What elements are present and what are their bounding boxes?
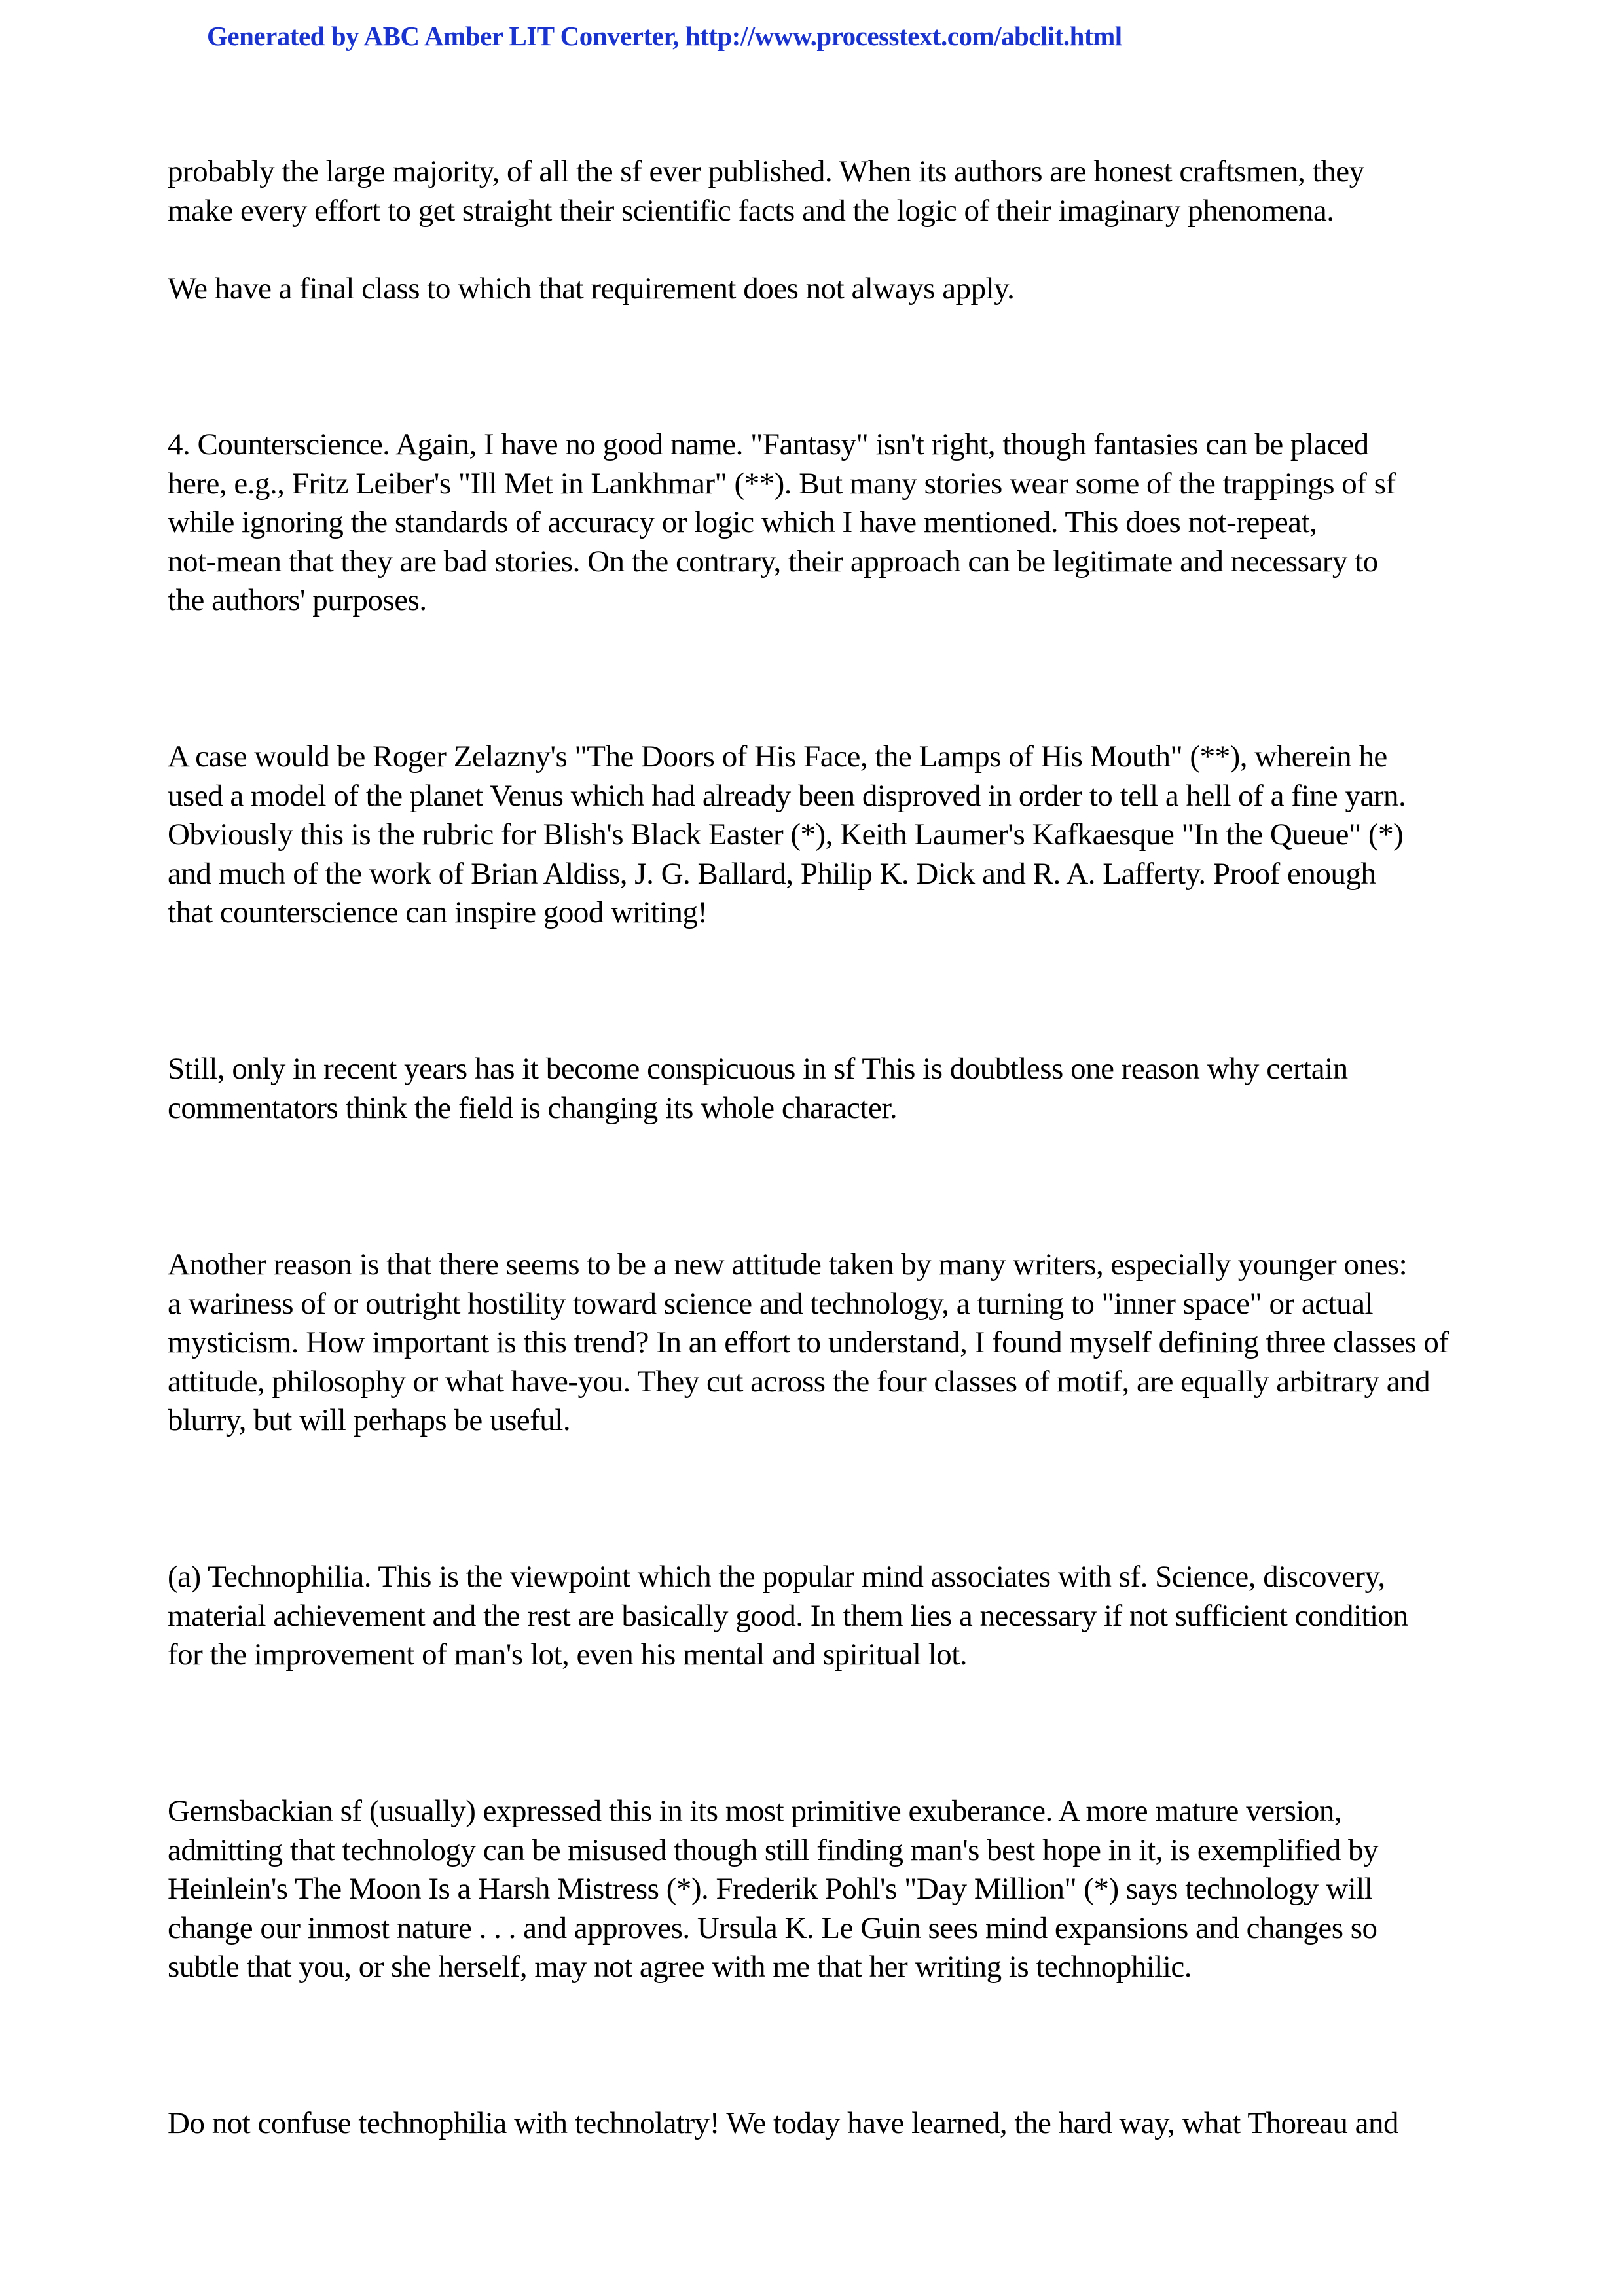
text-line: while ignoring the standards of accuracy or logic which I have mentioned. This does not-repeat,: [168, 505, 1317, 539]
paragraph-7: [168, 1558, 1408, 1675]
paragraph-9: [168, 2104, 1398, 2144]
text-line: We have a final class to which that requirement does not always apply.: [168, 272, 1015, 306]
text-line: the authors' purposes.: [168, 583, 427, 617]
text-line: that counterscience can inspire good writing!: [168, 895, 708, 929]
text-line: Gernsbackian sf (usually) expressed this in its most primitive exuberance. A more mature version,: [168, 1794, 1342, 1828]
text-line: commentators think the field is changing its whole character.: [168, 1090, 898, 1125]
converter-header-link[interactable]: Generated by ABC Amber LIT Converter, http://www.processtext.com/abclit.html: [207, 21, 1122, 51]
text-line: A case would be Roger Zelazny's "The Doors of His Face, the Lamps of His Mouth" (**), wherein he: [168, 740, 1387, 774]
text-line: Another reason is that there seems to be a new attitude taken by many writers, especially younger ones:: [168, 1247, 1408, 1282]
text-line: change our inmost nature . . . and approves. Ursula K. Le Guin sees mind expansions and changes so: [168, 1910, 1377, 1945]
text-line: here, e.g., Fritz Leiber's "Ill Met in Lankhmar" (**). But many stories wear some of the trappings of sf: [168, 466, 1396, 501]
text-line: subtle that you, or she herself, may not agree with me that her writing is technophilic.: [168, 1950, 1192, 1984]
text-line: and much of the work of Brian Aldiss, J. G. Ballard, Philip K. Dick and R. A. Lafferty. Proof enough: [168, 856, 1376, 891]
text-line: Do not confuse technophilia with technolatry! We today have learned, the hard way, what Thoreau and: [168, 2106, 1399, 2140]
text-line: for the improvement of man's lot, even his mental and spiritual lot.: [168, 1638, 968, 1672]
text-line: (a) Technophilia. This is the viewpoint which the popular mind associates with sf. Science, discovery,: [168, 1560, 1385, 1594]
text-line: blurry, but will perhaps be useful.: [168, 1403, 571, 1437]
text-line: a wariness of or outright hostility toward science and technology, a turning to "inner space" or actual: [168, 1286, 1374, 1321]
text-line: Heinlein's The Moon Is a Harsh Mistress (*). Frederik Pohl's "Day Million" (*) says technology will: [168, 1872, 1373, 1906]
text-line: Obviously this is the rubric for Blish's Black Easter (*), Keith Laumer's Kafkaesque "In the Queue" (*): [168, 817, 1404, 852]
text-line: material achievement and the rest are basically good. In them lies a necessary if not sufficient condition: [168, 1598, 1408, 1633]
text-line: used a model of the planet Venus which had already been disproved in order to tell a hell of a fine yarn.: [168, 778, 1406, 813]
text-line: mysticism. How important is this trend? In an effort to understand, I found myself defining three classes of: [168, 1325, 1449, 1359]
paragraph-6: [168, 1246, 1449, 1441]
paragraph-5: [168, 1050, 1348, 1128]
text-line: make every effort to get straight their scientific facts and the logic of their imaginary phenomena.: [168, 193, 1334, 228]
paragraph-2: [168, 270, 1014, 309]
paragraph-1: [168, 152, 1364, 230]
text-line: probably the large majority, of all the sf ever published. When its authors are honest craftsmen, they: [168, 154, 1364, 188]
text-line: admitting that technology can be misused though still finding man's best hope in it, is exemplified by: [168, 1833, 1378, 1867]
text-line: 4. Counterscience. Again, I have no good name. "Fantasy" isn't right, though fantasies can be placed: [168, 427, 1369, 461]
paragraph-4: [168, 738, 1406, 933]
text-line: not-mean that they are bad stories. On the contrary, their approach can be legitimate and necessary to: [168, 544, 1378, 579]
text-line: Still, only in recent years has it become conspicuous in sf This is doubtless one reason why certain: [168, 1052, 1348, 1086]
paragraph-8: [168, 1792, 1378, 1987]
text-line: attitude, philosophy or what have-you. They cut across the four classes of motif, are equally arbitrary and: [168, 1364, 1431, 1399]
paragraph-3: [168, 425, 1396, 620]
